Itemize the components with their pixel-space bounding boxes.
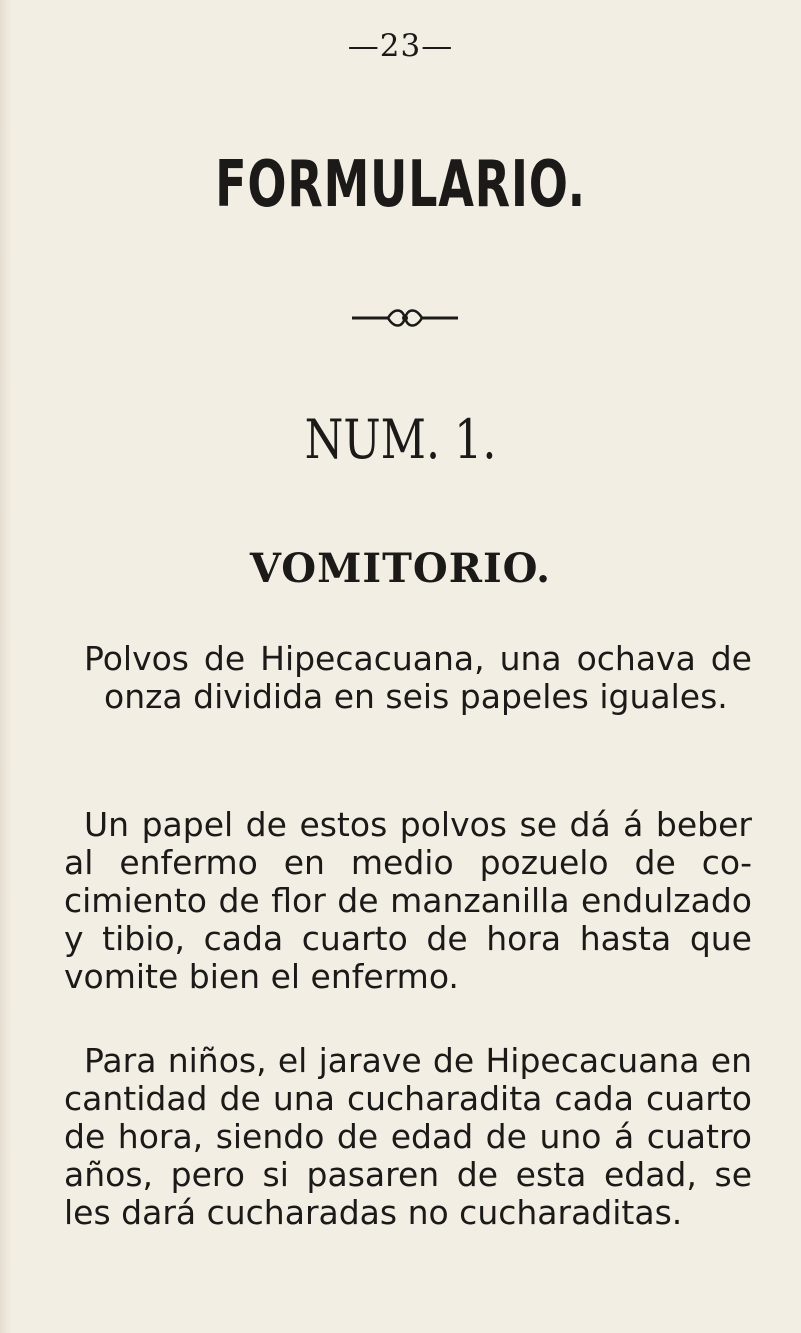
page-number: —23—	[347, 28, 454, 64]
recipe-number-heading: NUM. 1.	[304, 408, 497, 471]
page-edge	[0, 0, 12, 1333]
paragraph-ingredients: Polvos de Hipecacuana, una ochava de onza dividida en seis papeles iguales.	[84, 639, 752, 716]
page-title: FORMULARIO.	[215, 148, 586, 222]
paragraph-children: Para niños, el jarave de Hipecacuana en cantidad de una cucharadita cada cuarto de hora, siendo de edad de uno á cuatro años, pero si pasaren de esta edad, se les dará cucharadas no cucharaditas.	[64, 1041, 752, 1232]
paragraph-dosage: Un papel de estos polvos se dá á beber al enfermo en medio pozuelo de cocimiento de flor de manzanilla endulzado y tibio, cada cuarto de hora hasta que vomite bien el enfermo.	[64, 805, 752, 996]
section-title: VOMITORIO.	[249, 545, 552, 592]
decorative-flourish-icon	[350, 306, 460, 334]
